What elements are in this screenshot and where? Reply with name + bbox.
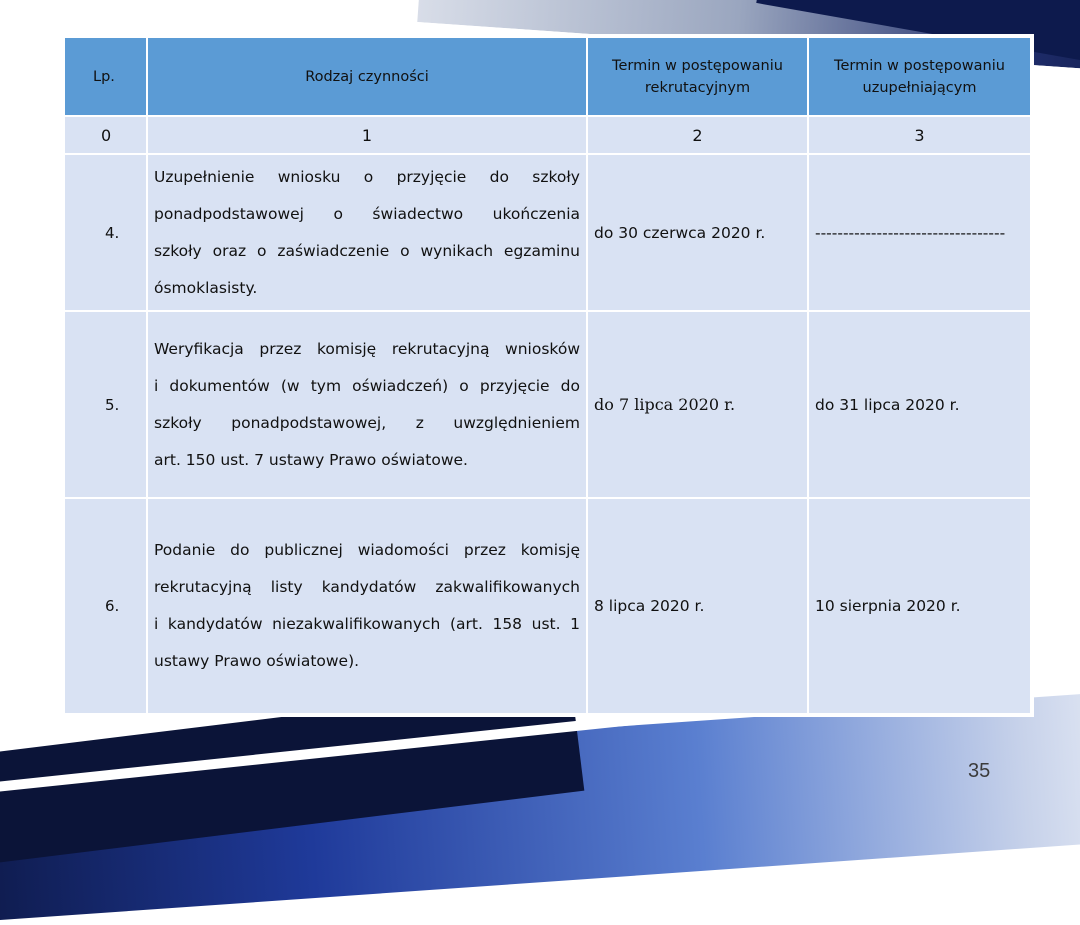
desc-line: i kandydatów niezakwalifikowanych (art. 158 ust. 1: [154, 615, 580, 633]
column-number: 1: [147, 116, 587, 154]
desc-line: szkoły oraz o zaświadczenie o wynikach egzaminu: [154, 241, 580, 260]
desc-line: Uzupełnienie wniosku o przyjęcie do szkoły: [154, 167, 580, 186]
desc-line: Podanie do publicznej wiadomości przez komisję: [154, 541, 580, 559]
table-row: [64, 311, 1031, 498]
column-number: 2: [587, 116, 808, 154]
column-number: 3: [808, 116, 1031, 154]
row-termin-rekrutacyjny: do 7 lipca 2020 r.: [587, 311, 808, 498]
desc-line: rekrutacyjną listy kandydatów zakwalifikowanych: [154, 578, 580, 596]
header-termin-rekrutacyjny: [587, 37, 808, 116]
row-lp: 4.: [64, 154, 147, 311]
schedule-table: [63, 36, 1032, 715]
row-description: [147, 154, 587, 311]
desc-line: ustawy Prawo oświatowe).: [154, 652, 360, 670]
row-description: [147, 498, 587, 714]
row-description: [147, 311, 587, 498]
table-header-row: [64, 37, 1031, 116]
desc-line: ósmoklasisty.: [154, 278, 258, 297]
row-termin-uzupelniajacy: do 31 lipca 2020 r.: [808, 311, 1031, 498]
desc-line: Weryfikacja przez komisję rekrutacyjną wniosków: [154, 339, 580, 358]
header-termin1-line1: Termin w postępowaniu: [612, 57, 783, 74]
row-termin-uzupelniajacy: ----------------------------------: [808, 154, 1031, 311]
desc-line: szkoły ponadpodstawowej, z uwzględnieniem: [154, 413, 580, 432]
row-termin-uzupelniajacy: 10 sierpnia 2020 r.: [808, 498, 1031, 714]
header-termin-uzupelniajacy: [808, 37, 1031, 116]
desc-line: art. 150 ust. 7 ustawy Prawo oświatowe.: [154, 450, 468, 469]
desc-line: ponadpodstawowej o świadectwo ukończenia: [154, 204, 580, 223]
row-lp: 5.: [64, 311, 147, 498]
column-number-row: [64, 116, 1031, 154]
row-termin-rekrutacyjny: do 30 czerwca 2020 r.: [587, 154, 808, 311]
page-number: 35: [968, 760, 991, 782]
header-rodzaj: Rodzaj czynności: [147, 37, 587, 116]
table-row: [64, 154, 1031, 311]
desc-line: i dokumentów (w tym oświadczeń) o przyjęcie do: [154, 376, 580, 395]
header-lp: Lp.: [64, 37, 147, 116]
header-termin1-line2: rekrutacyjnym: [644, 79, 751, 96]
row-lp: 6.: [64, 498, 147, 714]
row-termin-rekrutacyjny: 8 lipca 2020 r.: [587, 498, 808, 714]
column-number: 0: [64, 116, 147, 154]
header-termin2-line1: Termin w postępowaniu: [834, 57, 1005, 74]
header-termin2-line2: uzupełniającym: [862, 79, 977, 96]
table-row: [64, 498, 1031, 714]
